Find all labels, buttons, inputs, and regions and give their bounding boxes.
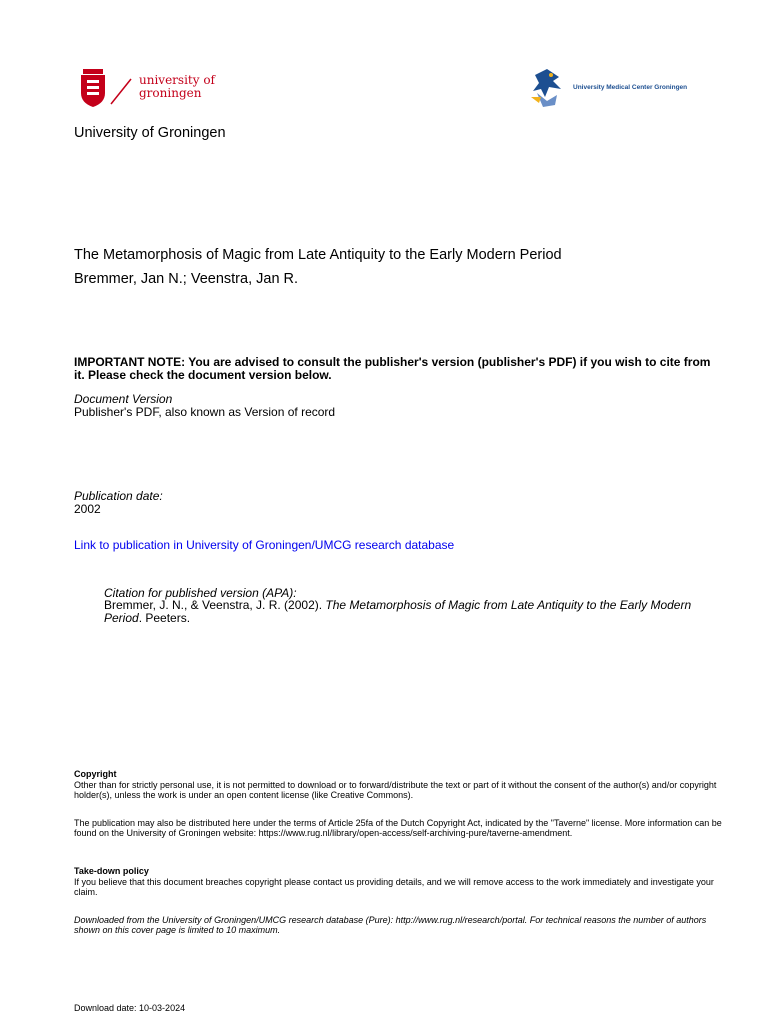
taverne-text: The publication may also be distributed here under the terms of Article 25fa of the Dutch Copyright Act, indicated by the "Taverne" license. More information can be found on the University of Groningen website: https://www.rug.nl/library/open-access/self-archiving-pure/taverne-amendment.	[74, 818, 722, 838]
rug-logo-line1: university of	[139, 73, 215, 87]
important-note: IMPORTANT NOTE: You are advised to consult the publisher's version (publisher's PDF) if you wish to cite from it. Please check the document version below.	[74, 355, 711, 382]
publication-date-value: 2002	[74, 502, 101, 516]
publication-authors: Bremmer, Jan N.; Veenstra, Jan R.	[74, 271, 299, 287]
document-version-value: Publisher's PDF, also known as Version of record	[74, 405, 336, 419]
download-date: Download date: 10-03-2024	[74, 1003, 186, 1013]
takedown-text: If you believe that this document breaches copyright please contact us providing details, and we will remove access to the work immediately and investigate your claim.	[74, 877, 714, 897]
copyright-text: Other than for strictly personal use, it is not permitted to download or to forward/distribute the text or part of it without the consent of the author(s) and/or copyright holder(s), unless the work is under an open content license (like Creative Commons).	[74, 780, 717, 800]
citation-prefix: Bremmer, J. N., & Veenstra, J. R. (2002).	[104, 598, 326, 612]
rug-crest-icon	[79, 67, 135, 109]
citation-label: Citation for published version (APA):	[104, 586, 297, 600]
citation-title: The Metamorphosis of Magic from Late Antiquity to the Early Modern Period	[104, 598, 692, 625]
rug-logo-line2: groningen	[139, 86, 202, 100]
umcg-logo-text: University Medical Center Groningen	[573, 84, 688, 91]
publication-link[interactable]: Link to publication in University of Groningen/UMCG research database	[74, 538, 455, 552]
umcg-bird-icon	[527, 67, 569, 111]
citation-suffix: . Peeters.	[138, 611, 191, 625]
citation-text	[104, 599, 714, 625]
copyright-heading: Copyright	[74, 769, 117, 779]
publication-title: The Metamorphosis of Magic from Late Antiquity to the Early Modern Period	[74, 247, 562, 263]
university-of-groningen-logo	[79, 67, 229, 109]
umcg-logo	[527, 67, 707, 111]
document-version-label: Document Version	[74, 392, 173, 406]
publication-date-label: Publication date:	[74, 489, 163, 503]
takedown-heading: Take-down policy	[74, 866, 149, 876]
institution-name: University of Groningen	[74, 125, 226, 141]
downloaded-note: Downloaded from the University of Groningen/UMCG research database (Pure): http://www.rug.nl/research/portal. For technical reasons the number of authors shown on this cover page is limited to 10 maximum.	[74, 915, 707, 935]
